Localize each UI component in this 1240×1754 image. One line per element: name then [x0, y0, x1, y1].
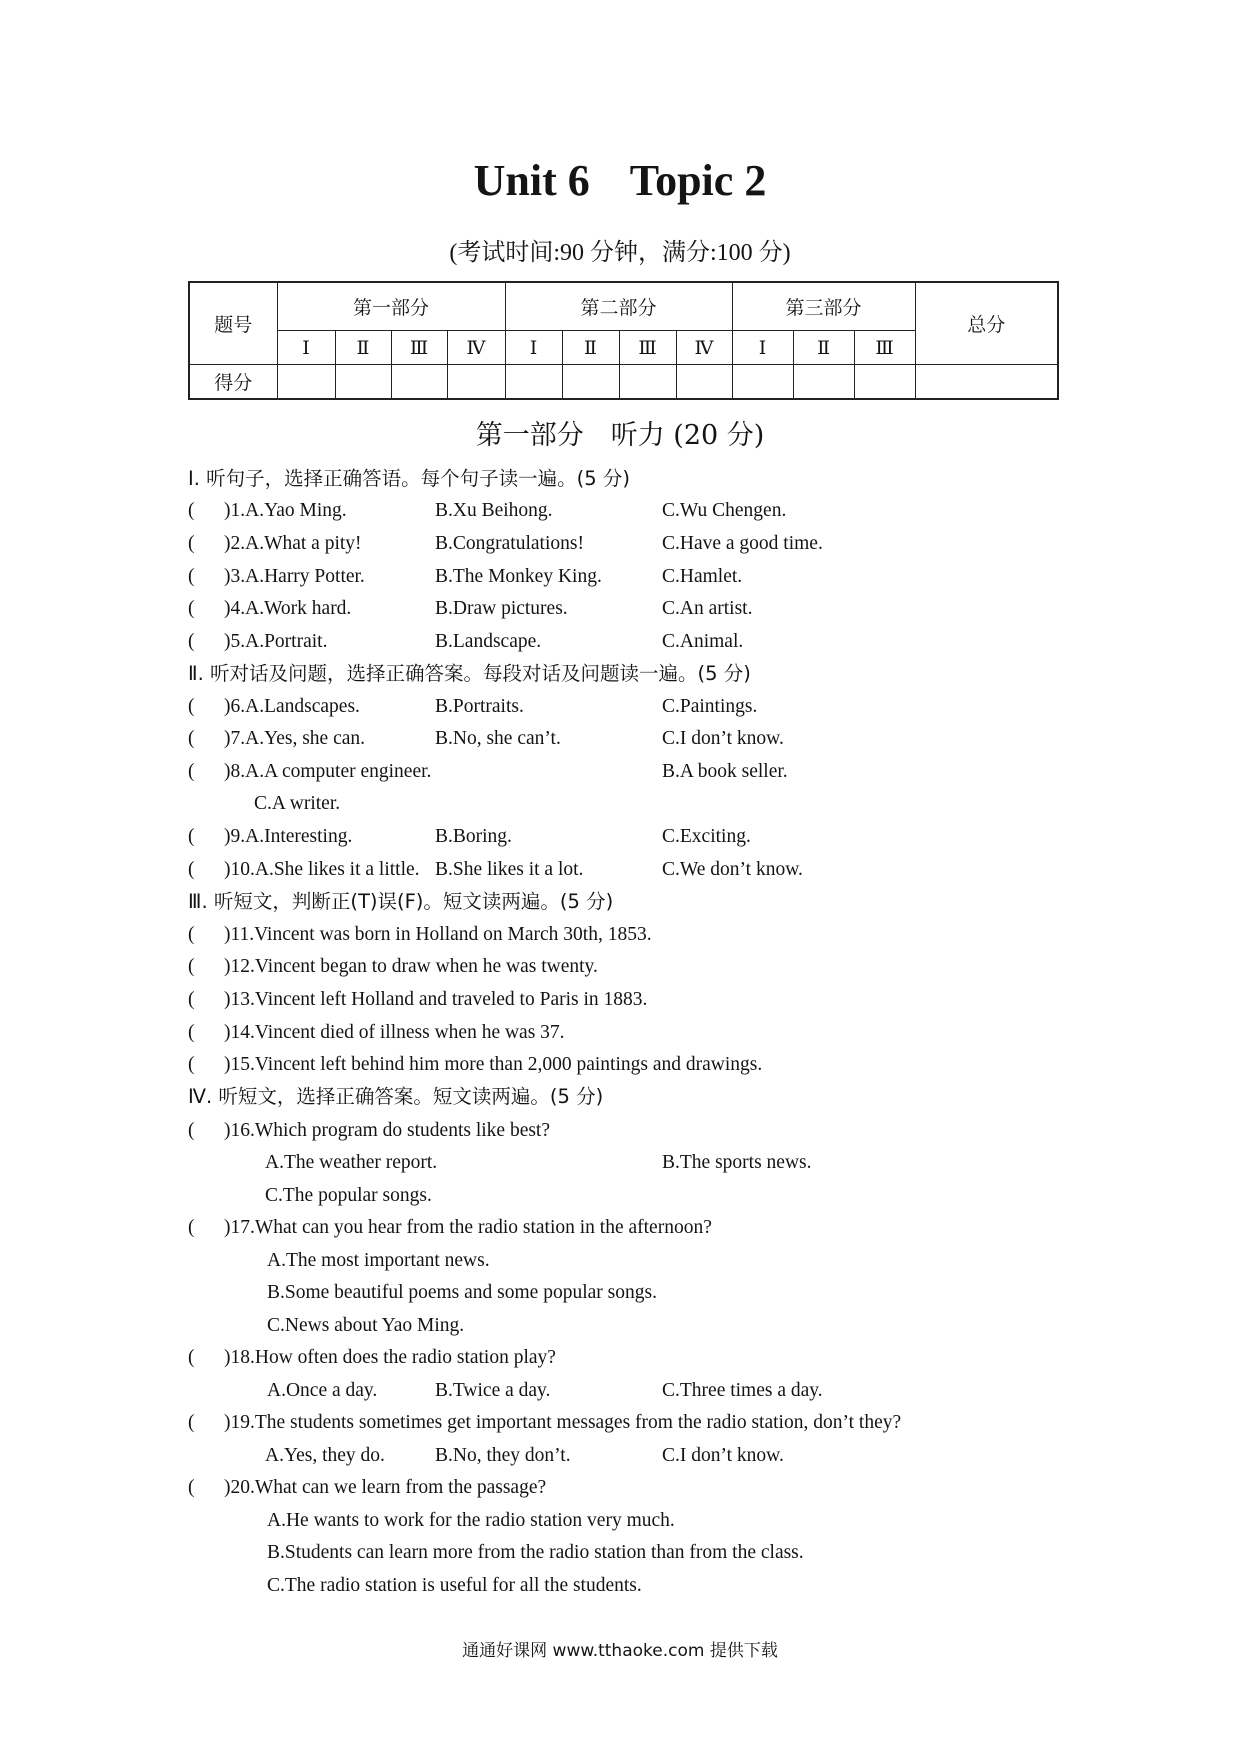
question-stem: )5.A.Portrait.: [224, 631, 328, 652]
question-stem: )11.Vincent was born in Holland on March 30th, 1853.: [224, 924, 652, 945]
score-total-cell: [915, 365, 1058, 400]
section-heading-1: Ⅰ. 听句子，选择正确答语。每个句子读一遍。(5 分): [188, 467, 630, 490]
score-cell: [447, 365, 505, 400]
option-c: C.I don’t know.: [662, 1445, 784, 1466]
answer-paren: (: [188, 1120, 195, 1141]
part2-col: Ⅲ: [619, 331, 676, 365]
option-c: C.We don’t know.: [662, 859, 803, 880]
answer-paren: (: [188, 1022, 195, 1043]
question-stem: )3.A.Harry Potter.: [224, 566, 365, 587]
part2-col: Ⅱ: [562, 331, 619, 365]
page-title: [0, 155, 1240, 206]
answer-paren: (: [188, 696, 195, 717]
score-cell: [854, 365, 915, 400]
part1-col: Ⅳ: [447, 331, 505, 365]
answer-paren: (: [188, 1054, 195, 1075]
title-unit: Unit 6: [473, 156, 590, 205]
answer-paren: (: [188, 761, 195, 782]
section-heading-3: Ⅲ. 听短文，判断正(T)误(F)。短文读两遍。(5 分): [188, 890, 614, 913]
option-c: C.A writer.: [254, 793, 341, 814]
option-b: B.Congratulations!: [435, 533, 584, 554]
answer-paren: (: [188, 989, 195, 1010]
title-topic: Topic 2: [629, 156, 767, 205]
row-label-number: 题号: [189, 282, 277, 365]
section-heading-2: Ⅱ. 听对话及问题，选择正确答案。每段对话及问题读一遍。(5 分): [188, 662, 751, 685]
score-cell: [505, 365, 562, 400]
option-b: B.A book seller.: [662, 761, 788, 782]
part1-col: Ⅰ: [277, 331, 335, 365]
question-stem: )2.A.What a pity!: [224, 533, 362, 554]
option-b: B.Some beautiful poems and some popular songs.: [267, 1282, 657, 1303]
question-stem: )8.A.A computer engineer.: [224, 761, 432, 782]
question-stem: )18.How often does the radio station play?: [224, 1347, 556, 1368]
question-stem: )14.Vincent died of illness when he was 37.: [224, 1022, 565, 1043]
option-a: A.Yes, they do.: [265, 1445, 385, 1466]
question-stem: )12.Vincent began to draw when he was twenty.: [224, 956, 598, 977]
part2-col: Ⅰ: [505, 331, 562, 365]
option-c: C.I don’t know.: [662, 728, 784, 749]
answer-paren: (: [188, 533, 195, 554]
option-c: C.Three times a day.: [662, 1380, 823, 1401]
answer-paren: (: [188, 1217, 195, 1238]
score-cell: [335, 365, 391, 400]
question-stem: )6.A.Landscapes.: [224, 696, 360, 717]
part2-col: Ⅳ: [676, 331, 732, 365]
part3-header: 第三部分: [732, 282, 915, 331]
option-b: B.The sports news.: [662, 1152, 812, 1173]
option-a: A.Once a day.: [267, 1380, 378, 1401]
option-a: A.The weather report.: [265, 1152, 438, 1173]
total-header: 总分: [915, 282, 1058, 365]
answer-paren: (: [188, 1412, 195, 1433]
answer-paren: (: [188, 728, 195, 749]
part3-col: Ⅰ: [732, 331, 793, 365]
answer-paren: (: [188, 1347, 195, 1368]
option-a: A.The most important news.: [267, 1250, 490, 1271]
option-b: B.Students can learn more from the radio station than from the class.: [267, 1542, 804, 1563]
option-c: C.Exciting.: [662, 826, 751, 847]
answer-paren: (: [188, 631, 195, 652]
question-stem: )4.A.Work hard.: [224, 598, 352, 619]
option-c: C.Have a good time.: [662, 533, 823, 554]
option-b: B.Boring.: [435, 826, 512, 847]
answer-paren: (: [188, 956, 195, 977]
question-stem: )17.What can you hear from the radio station in the afternoon?: [224, 1217, 712, 1238]
option-b: B.She likes it a lot.: [435, 859, 584, 880]
part3-col: Ⅱ: [793, 331, 854, 365]
row-label-score: 得分: [189, 365, 277, 400]
score-cell: [732, 365, 793, 400]
option-b: B.Xu Beihong.: [435, 500, 553, 521]
question-stem: )19.The students sometimes get important messages from the radio station, don’t they?: [224, 1412, 902, 1433]
score-cell: [676, 365, 732, 400]
option-c: C.The popular songs.: [265, 1185, 432, 1206]
option-b: B.Draw pictures.: [435, 598, 568, 619]
option-c: C.Paintings.: [662, 696, 758, 717]
section-heading-4: Ⅳ. 听短文，选择正确答案。短文读两遍。(5 分): [188, 1085, 604, 1108]
part1-col: Ⅱ: [335, 331, 391, 365]
question-stem: )16.Which program do students like best?: [224, 1120, 551, 1141]
question-stem: )9.A.Interesting.: [224, 826, 353, 847]
option-c: C.The radio station is useful for all the students.: [267, 1575, 642, 1596]
answer-paren: (: [188, 598, 195, 619]
option-c: C.Animal.: [662, 631, 744, 652]
answer-paren: (: [188, 924, 195, 945]
question-stem: )15.Vincent left behind him more than 2,000 paintings and drawings.: [224, 1054, 763, 1075]
option-b: B.No, they don’t.: [435, 1445, 571, 1466]
score-cell: [619, 365, 676, 400]
answer-paren: (: [188, 1477, 195, 1498]
part2-header: 第二部分: [505, 282, 732, 331]
option-b: B.Twice a day.: [435, 1380, 551, 1401]
answer-paren: (: [188, 566, 195, 587]
score-cell: [391, 365, 447, 400]
score-cell: [793, 365, 854, 400]
question-stem: )1.A.Yao Ming.: [224, 500, 347, 521]
option-b: B.The Monkey King.: [435, 566, 602, 587]
question-stem: )13.Vincent left Holland and traveled to Paris in 1883.: [224, 989, 648, 1010]
footer-credit: 通通好课网 www.tthaoke.com 提供下载: [462, 1641, 778, 1661]
part1-col: Ⅲ: [391, 331, 447, 365]
exam-info: (考试时间:90 分钟，满分:100 分): [449, 240, 791, 266]
score-table: [188, 281, 1059, 400]
question-stem: )10.A.She likes it a little.: [224, 859, 420, 880]
part1-header: 第一部分: [277, 282, 505, 331]
option-b: B.Landscape.: [435, 631, 542, 652]
answer-paren: (: [188, 500, 195, 521]
question-stem: )20.What can we learn from the passage?: [224, 1477, 547, 1498]
option-c: C.Wu Chengen.: [662, 500, 787, 521]
option-c: C.News about Yao Ming.: [267, 1315, 465, 1336]
question-stem: )7.A.Yes, she can.: [224, 728, 366, 749]
option-b: B.Portraits.: [435, 696, 524, 717]
part-heading: 第一部分 听力 (20 分): [475, 420, 765, 451]
answer-paren: (: [188, 859, 195, 880]
option-a: A.He wants to work for the radio station very much.: [267, 1510, 675, 1531]
score-cell: [562, 365, 619, 400]
part3-col: Ⅲ: [854, 331, 915, 365]
option-c: C.Hamlet.: [662, 566, 743, 587]
option-c: C.An artist.: [662, 598, 753, 619]
answer-paren: (: [188, 826, 195, 847]
option-b: B.No, she can’t.: [435, 728, 561, 749]
score-cell: [277, 365, 335, 400]
